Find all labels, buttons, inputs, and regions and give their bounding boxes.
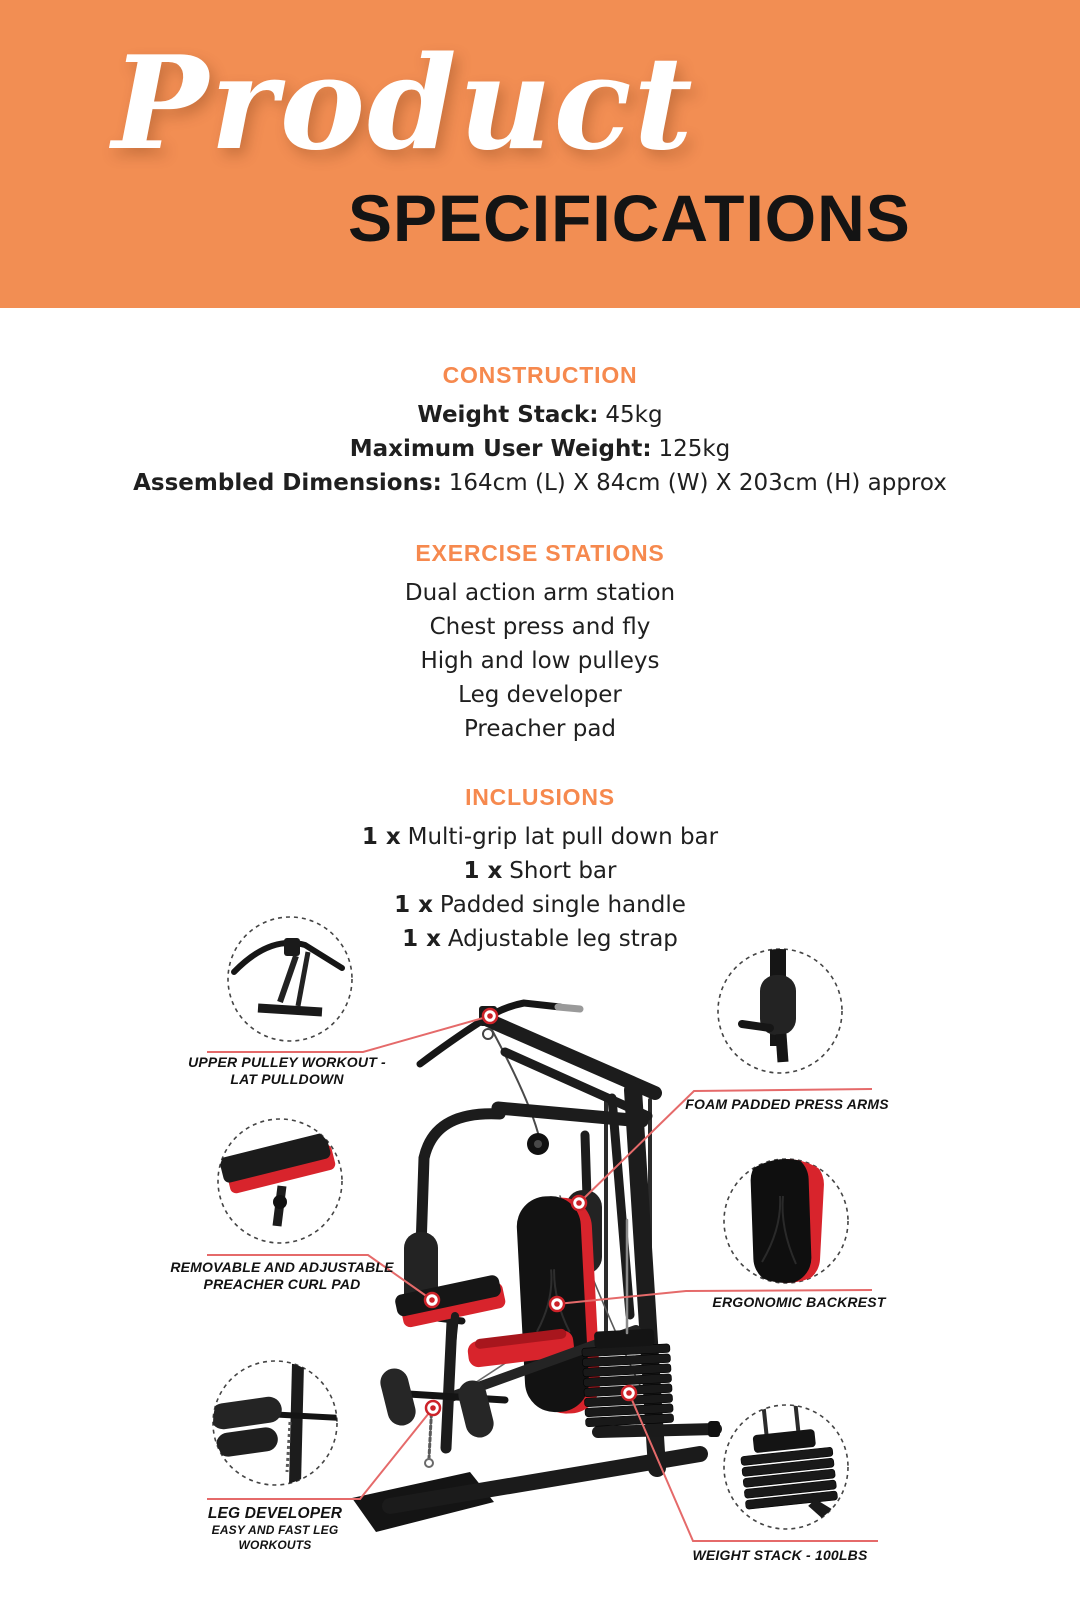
callout-leg-developer bbox=[150, 1504, 400, 1553]
list-item: Leg developer bbox=[458, 682, 622, 708]
list-item: Preacher pad bbox=[463, 716, 617, 742]
callout-line: PREACHER CURL PAD bbox=[203, 1276, 361, 1292]
callout-line: WORKOUTS bbox=[238, 1538, 312, 1552]
script-title: Product bbox=[112, 29, 695, 179]
section-construction bbox=[0, 360, 1080, 500]
item-qty: 1 x bbox=[402, 926, 441, 952]
callout-press-arms bbox=[657, 1096, 917, 1113]
exercise-stations-heading: EXERCISE STATIONS bbox=[415, 540, 665, 566]
callout-line: FOAM PADDED PRESS ARMS bbox=[685, 1096, 889, 1112]
callout-line: EASY AND FAST LEG bbox=[211, 1523, 339, 1537]
detail-circle-weight-stack bbox=[724, 1391, 848, 1534]
callout-weight-stack bbox=[650, 1547, 910, 1564]
detail-circle-press-arm bbox=[718, 946, 842, 1073]
item-text: Padded single handle bbox=[439, 892, 686, 918]
spec-value: 164cm (L) X 84cm (W) X 203cm (H) approx bbox=[448, 470, 947, 496]
spec-label: Maximum User Weight: bbox=[349, 436, 652, 462]
callout-preacher-pad bbox=[152, 1259, 412, 1293]
item-qty: 1 x bbox=[361, 824, 401, 850]
spec-row bbox=[0, 466, 1080, 500]
detail-circle-preacher-pad bbox=[218, 1119, 342, 1243]
callout-line: ERGONOMIC BACKREST bbox=[712, 1294, 886, 1310]
callout-upper-pulley bbox=[157, 1054, 417, 1088]
inclusions-heading: INCLUSIONS bbox=[465, 784, 615, 810]
callout-line: REMOVABLE AND ADJUSTABLE bbox=[170, 1259, 394, 1275]
detail-circle-leg-developer bbox=[209, 1361, 342, 1485]
header-band bbox=[0, 0, 1080, 308]
callout-line: WEIGHT STACK - 100LBS bbox=[692, 1547, 868, 1563]
item-text: Multi-grip lat pull down bar bbox=[407, 824, 719, 850]
item-qty: 1 x bbox=[394, 892, 433, 918]
spec-value: 45kg bbox=[605, 402, 663, 428]
detail-circle-lat-pulldown bbox=[228, 917, 352, 1041]
spec-value: 125kg bbox=[658, 436, 731, 462]
item-text: Short bar bbox=[509, 858, 617, 884]
spec-label: Weight Stack: bbox=[417, 402, 599, 428]
construction-heading: CONSTRUCTION bbox=[442, 362, 638, 388]
list-item: High and low pulleys bbox=[420, 648, 660, 674]
spec-row bbox=[0, 398, 1080, 432]
page-title: SPECIFICATIONS bbox=[348, 181, 911, 255]
list-item: Chest press and fly bbox=[429, 614, 651, 640]
callout-line: LEG DEVELOPER bbox=[207, 1505, 343, 1522]
callout-line: LAT PULLDOWN bbox=[230, 1071, 344, 1087]
section-exercise-stations bbox=[0, 538, 1080, 746]
callout-line: UPPER PULLEY WORKOUT - bbox=[188, 1054, 386, 1070]
item-qty: 1 x bbox=[463, 858, 503, 884]
detail-circle-backrest bbox=[724, 1153, 848, 1285]
item-text: Adjustable leg strap bbox=[447, 926, 678, 952]
list-item: Dual action arm station bbox=[404, 580, 676, 606]
spec-row bbox=[0, 432, 1080, 466]
list-item bbox=[0, 820, 1080, 854]
product-diagram bbox=[0, 860, 1080, 1620]
callout-backrest bbox=[669, 1294, 929, 1311]
spec-label: Assembled Dimensions: bbox=[133, 470, 442, 496]
